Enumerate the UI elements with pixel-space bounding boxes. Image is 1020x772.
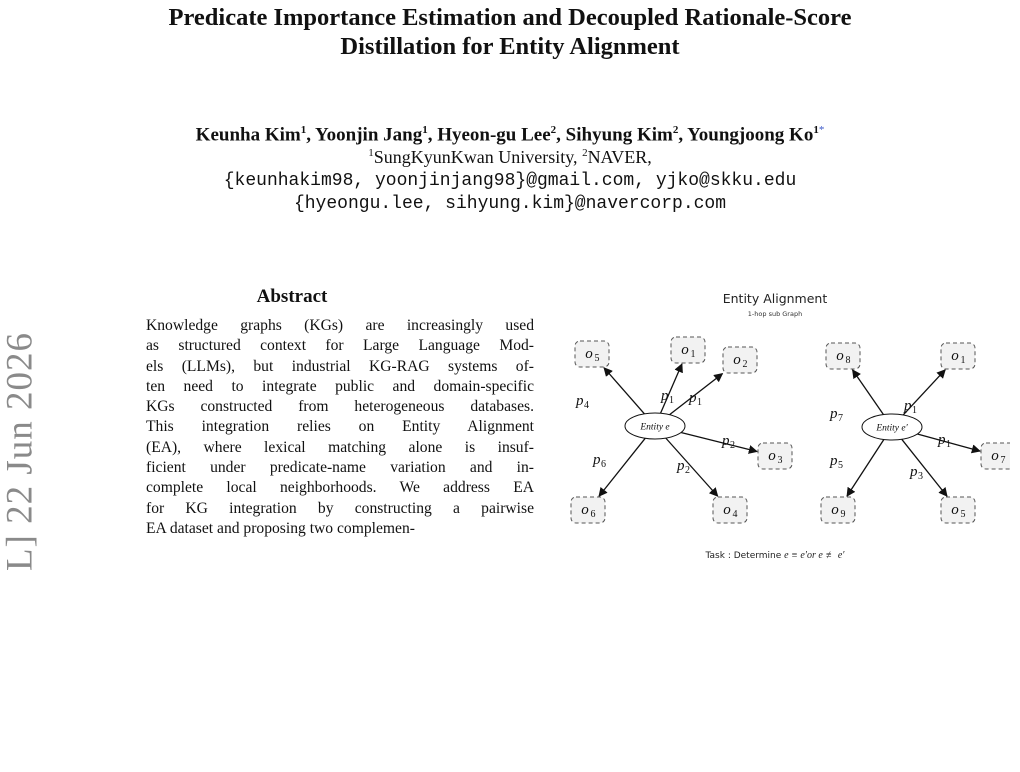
predicate-label (721, 433, 735, 451)
abstract-line: This integration relies on Entity Alignment (146, 418, 534, 436)
abstract-line: for KG integration by constructing a pairwise (146, 499, 534, 517)
object-node (723, 347, 757, 373)
caption-prefix: Task : Determine (705, 551, 782, 561)
author-name: Sihyung Kim (565, 124, 673, 146)
predicate-label (688, 390, 702, 408)
paper-title (0, 3, 1020, 61)
caption-math: e ≡ e′or e ≢ e′ (784, 550, 845, 561)
object-node (941, 497, 975, 523)
edge-arrow (666, 438, 718, 496)
predicate-label-subscript: 1 (697, 397, 702, 408)
predicate-label-subscript: 1 (912, 405, 917, 416)
object-node-subscript: 3 (777, 455, 783, 466)
predicate-label-subscript: 7 (838, 413, 843, 424)
object-node-label: o (733, 352, 741, 368)
corresponding-author-mark: * (818, 124, 825, 136)
predicate-label-subscript: 6 (601, 459, 606, 470)
affil-number: 2 (582, 147, 588, 159)
author-affil-mark: 1 (422, 124, 428, 136)
object-node (571, 497, 605, 523)
entity-e-label: Entity e (640, 422, 670, 433)
object-node-label: o (836, 348, 844, 364)
predicate-label (676, 458, 690, 476)
predicate-label (575, 393, 589, 411)
author-affil-mark: 1 (813, 124, 819, 136)
predicate-label (903, 398, 917, 416)
predicate-label (829, 453, 843, 471)
predicate-label (909, 464, 923, 482)
abstract-line: ten need to integrate public and domain-specific (146, 377, 534, 395)
predicate-label-subscript: 1 (946, 439, 951, 450)
edge-arrow (604, 368, 644, 414)
predicate-label-base: p (593, 452, 601, 468)
predicate-label-base: p (576, 393, 584, 409)
predicate-label (937, 432, 951, 450)
abstract-line: Knowledge graphs (KGs) are increasingly used (146, 317, 534, 334)
abstract-line: els (LLMs), but industrial KG-RAG systems of- (146, 357, 534, 375)
object-node-subscript: 5 (960, 509, 966, 520)
entity-e-prime-label: Entity e′ (876, 423, 908, 434)
abstract-line: EA dataset and proposing two complemen- (146, 519, 415, 537)
object-node-subscript: 1 (690, 349, 696, 360)
author-affil-mark: 2 (550, 124, 557, 136)
author-affil-mark: 2 (672, 124, 679, 136)
author-name: Keunha Kim (195, 124, 301, 146)
abstract-line: KGs constructed from heterogeneous databases. (146, 398, 534, 416)
predicate-label-base: p (910, 464, 918, 480)
object-node (821, 497, 855, 523)
figure-subtitle: 1-hop sub Graph (747, 310, 803, 318)
email-line-2: {hyeongu.lee, sihyung.kim}@navercorp.com (293, 194, 727, 214)
author-name: Hyeon-gu Lee (437, 124, 551, 146)
affil-name: NAVER, (587, 147, 652, 167)
author-name: Youngjoong Ko (687, 124, 814, 146)
abstract-heading: Abstract (256, 286, 328, 307)
figure-caption (540, 550, 1010, 561)
object-node (941, 343, 975, 369)
author-list: Keunha Kim$^1$, Yoonjin Jang$^1$, Hyeon-gu Lee$^2$, Sihyung Kim$^2$, Youngjoong $Ko^{1*}$ (195, 124, 825, 146)
predicate-label-base: p (689, 390, 697, 406)
object-node-subscript: 9 (840, 509, 846, 520)
object-node-label: o (581, 502, 589, 518)
subgraph-diagram (540, 288, 1010, 548)
email-line-1: {keunhakim98, yoonjinjang98}@gmail.com, yjko@skku.edu (223, 171, 797, 191)
object-node (575, 341, 609, 367)
predicate-label-subscript: 2 (730, 440, 735, 451)
arxiv-side-stamp: L] 22 Jun 2026 (0, 331, 41, 572)
predicate-label-subscript: 2 (685, 465, 690, 476)
abstract-text (146, 316, 534, 539)
affiliations (0, 147, 1020, 168)
author-affil-mark: 1 (300, 124, 307, 136)
object-node-label: o (681, 342, 689, 358)
entity-alignment-figure (540, 288, 1010, 583)
object-node-label: o (831, 502, 839, 518)
title-line-2: Distillation for Entity Alignment (340, 33, 680, 60)
object-node-label: o (768, 448, 776, 464)
predicate-label (592, 452, 606, 470)
predicate-label-base: p (677, 458, 685, 474)
predicate-label-subscript: 3 (918, 471, 923, 482)
object-node-subscript: 2 (742, 359, 748, 370)
predicate-label-base: p (661, 388, 669, 404)
predicate-label (660, 388, 674, 406)
object-node-label: o (723, 502, 731, 518)
object-node-subscript: 4 (732, 509, 738, 520)
object-node-subscript: 5 (594, 353, 600, 364)
object-node-label: o (951, 502, 959, 518)
object-node-subscript: 1 (960, 355, 966, 366)
author-name: Yoonjin Jang (315, 124, 423, 146)
predicate-label-subscript: 5 (838, 460, 843, 471)
object-node (671, 337, 705, 363)
title-line-1: Predicate Importance Estimation and Decoupled Rationale-Score (168, 4, 852, 31)
predicate-label-base: p (830, 406, 838, 422)
object-node (758, 443, 792, 469)
object-node-label: o (991, 448, 999, 464)
predicate-label-base: p (938, 432, 946, 448)
predicate-label-base: p (722, 433, 730, 449)
object-node (826, 343, 860, 369)
abstract-line: (EA), where lexical matching alone is insuf- (146, 438, 534, 456)
object-node-label: o (585, 346, 593, 362)
predicate-label (829, 406, 843, 424)
object-node-subscript: 7 (1000, 455, 1006, 466)
predicate-label-subscript: 1 (669, 395, 674, 406)
abstract-line: complete local neighborhoods. We address EA (146, 479, 534, 497)
object-node (713, 497, 747, 523)
abstract-line: as structured context for Large Language Mod- (146, 337, 534, 355)
edge-arrow (681, 432, 757, 451)
edge-arrow (853, 370, 884, 415)
object-node-subscript: 8 (845, 355, 851, 366)
figure-title: Entity Alignment (722, 291, 828, 306)
edge-arrow (847, 440, 884, 497)
object-node-subscript: 6 (590, 509, 596, 520)
predicate-label-base: p (904, 398, 912, 414)
object-node-label: o (951, 348, 959, 364)
predicate-label-subscript: 4 (584, 400, 589, 411)
abstract-line: ficient under predicate-name variation and in- (146, 459, 534, 477)
predicate-label-base: p (830, 453, 838, 469)
affil-name: SungKyunKwan University, (373, 147, 578, 167)
object-node (981, 443, 1010, 469)
affil-number: 1 (368, 147, 374, 159)
